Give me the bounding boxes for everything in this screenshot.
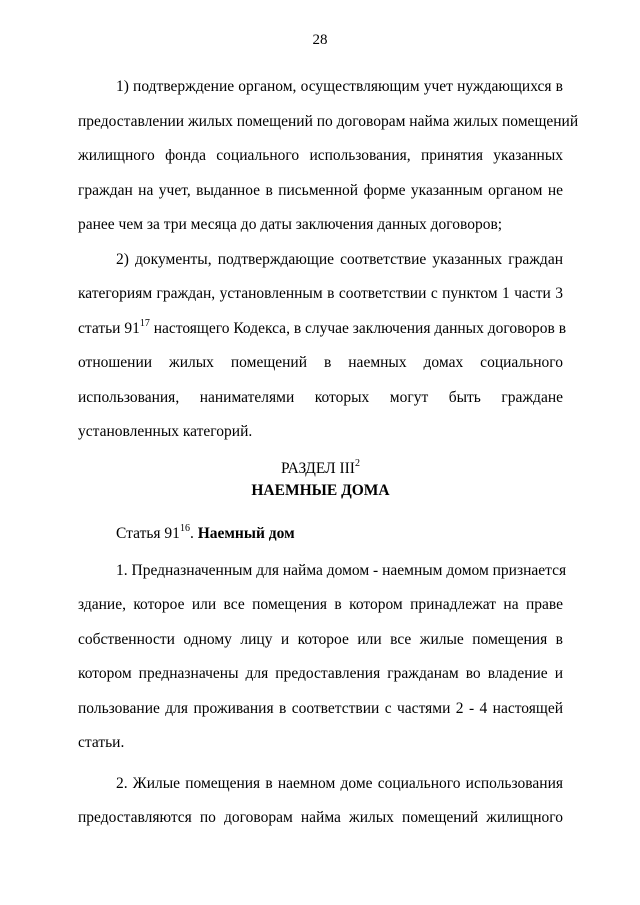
section-title-text: РАЗДЕЛ III bbox=[281, 459, 355, 477]
section-title bbox=[78, 458, 563, 480]
article-heading bbox=[78, 514, 563, 554]
superscript: 2 bbox=[354, 457, 360, 469]
item-1-line: граждан на учет, выданное в письменной форме указанным органом не bbox=[78, 181, 563, 199]
section-name: НАЕМНЫЕ ДОМА bbox=[251, 481, 390, 499]
item-2-line: установленных категорий. bbox=[78, 423, 253, 440]
item-2-text: настоящего Кодекса, в случае заключения данных договоров в bbox=[149, 319, 567, 337]
item-1-line: ранее чем за три месяца до даты заключения данных договоров; bbox=[78, 216, 503, 233]
item-2-line: 2) документы, подтверждающие соответствие указанных граждан bbox=[116, 250, 563, 268]
article-prefix: Статья 91 bbox=[116, 524, 180, 542]
article-dot: . bbox=[189, 524, 194, 542]
item-2-line: категориям граждан, установленным в соответствии с пунктом 1 части 3 bbox=[78, 285, 563, 302]
paragraph-1-line: котором предназначены для предоставления гражданам во владение и bbox=[78, 665, 563, 682]
paragraph-2 bbox=[78, 767, 563, 836]
item-2-text: статьи 91 bbox=[78, 319, 140, 337]
paragraph-2-line: предоставляются по договорам найма жилых помещений жилищного bbox=[78, 809, 563, 826]
paragraph-1-line: здание, которое или все помещения в котором принадлежат на праве bbox=[78, 596, 563, 613]
item-1-paragraph bbox=[78, 70, 579, 243]
paragraph-1 bbox=[78, 554, 567, 761]
document-body bbox=[78, 70, 579, 836]
item-2-line: отношении жилых помещений в наемных домах социального bbox=[78, 354, 563, 371]
paragraph-1-line: собственности одному лицу и которое или все жилые помещения в bbox=[78, 630, 563, 648]
superscript: 16 bbox=[179, 522, 190, 534]
item-1-line: предоставлении жилых помещений по договорам найма жилых помещений bbox=[78, 112, 579, 130]
item-1-line: 1) подтверждение органом, осуществляющим учет нуждающихся в bbox=[116, 78, 563, 95]
paragraph-1-line: пользование для проживания в соответствии с частями 2 - 4 настоящей bbox=[78, 699, 563, 717]
article-title: Наемный дом bbox=[197, 524, 295, 542]
item-2-line-with-superscript bbox=[78, 312, 567, 347]
superscript: 17 bbox=[139, 317, 150, 329]
item-2-line: использования, нанимателями которых могут быть граждане bbox=[78, 388, 563, 406]
paragraph-1-line: 1. Предназначенным для найма домом - наемным домом признается bbox=[116, 561, 567, 579]
paragraph-2-line: 2. Жилые помещения в наемном доме социального использования bbox=[116, 774, 563, 792]
item-1-line: жилищного фонда социального использования, принятия указанных bbox=[78, 147, 563, 164]
item-2-paragraph bbox=[78, 243, 567, 450]
page-number: 28 bbox=[312, 32, 328, 48]
paragraph-1-line: статьи. bbox=[78, 734, 125, 751]
section-heading bbox=[78, 458, 563, 506]
